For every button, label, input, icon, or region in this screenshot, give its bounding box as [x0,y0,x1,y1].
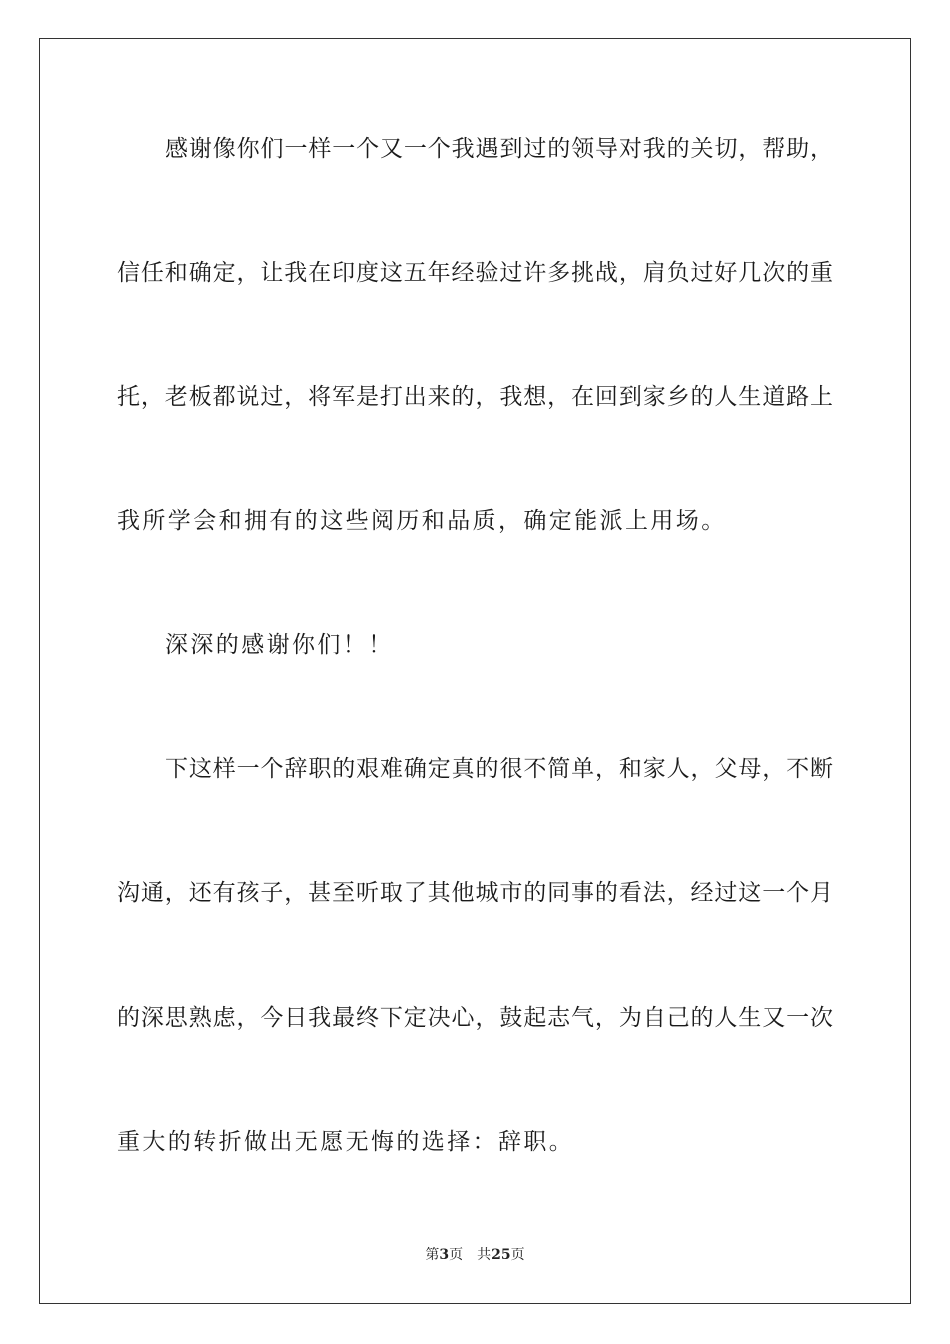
paragraph-1-line-1: 感谢像你们一样一个又一个我遇到过的领导对我的关切，帮助， [165,136,833,162]
paragraph-3-line-3: 的深思熟虑，今日我最终下定决心，鼓起志气，为自己的人生又一次 [117,1005,833,1031]
paragraph-3-line-1: 下这样一个辞职的艰难确定真的很不简单，和家人，父母，不断 [165,756,833,782]
page-suffix: 页 [449,1247,464,1263]
paragraph-3-line-2: 沟通，还有孩子，甚至听取了其他城市的同事的看法，经过这一个月 [117,880,833,906]
paragraph-1-line-4: 我所学会和拥有的这些阅历和品质，确定能派上用场。 [117,508,727,534]
paragraph-3-line-4: 重大的转折做出无愿无悔的选择：辞职。 [117,1129,575,1155]
total-suffix: 页 [510,1247,525,1263]
page-current: 3 [439,1247,450,1263]
paragraph-1-line-3: 托，老板都说过，将军是打出来的，我想，在回到家乡的人生道路上 [117,384,833,410]
page-footer [0,1246,950,1264]
page-border [39,38,911,1304]
paragraph-2-line-1: 深深的感谢你们！！ [165,632,394,658]
total-prefix: 共 [477,1247,492,1263]
page-total: 25 [491,1247,511,1263]
paragraph-1-line-2: 信任和确定，让我在印度这五年经验过许多挑战，肩负过好几次的重 [117,260,833,286]
page-prefix: 第 [425,1247,440,1263]
